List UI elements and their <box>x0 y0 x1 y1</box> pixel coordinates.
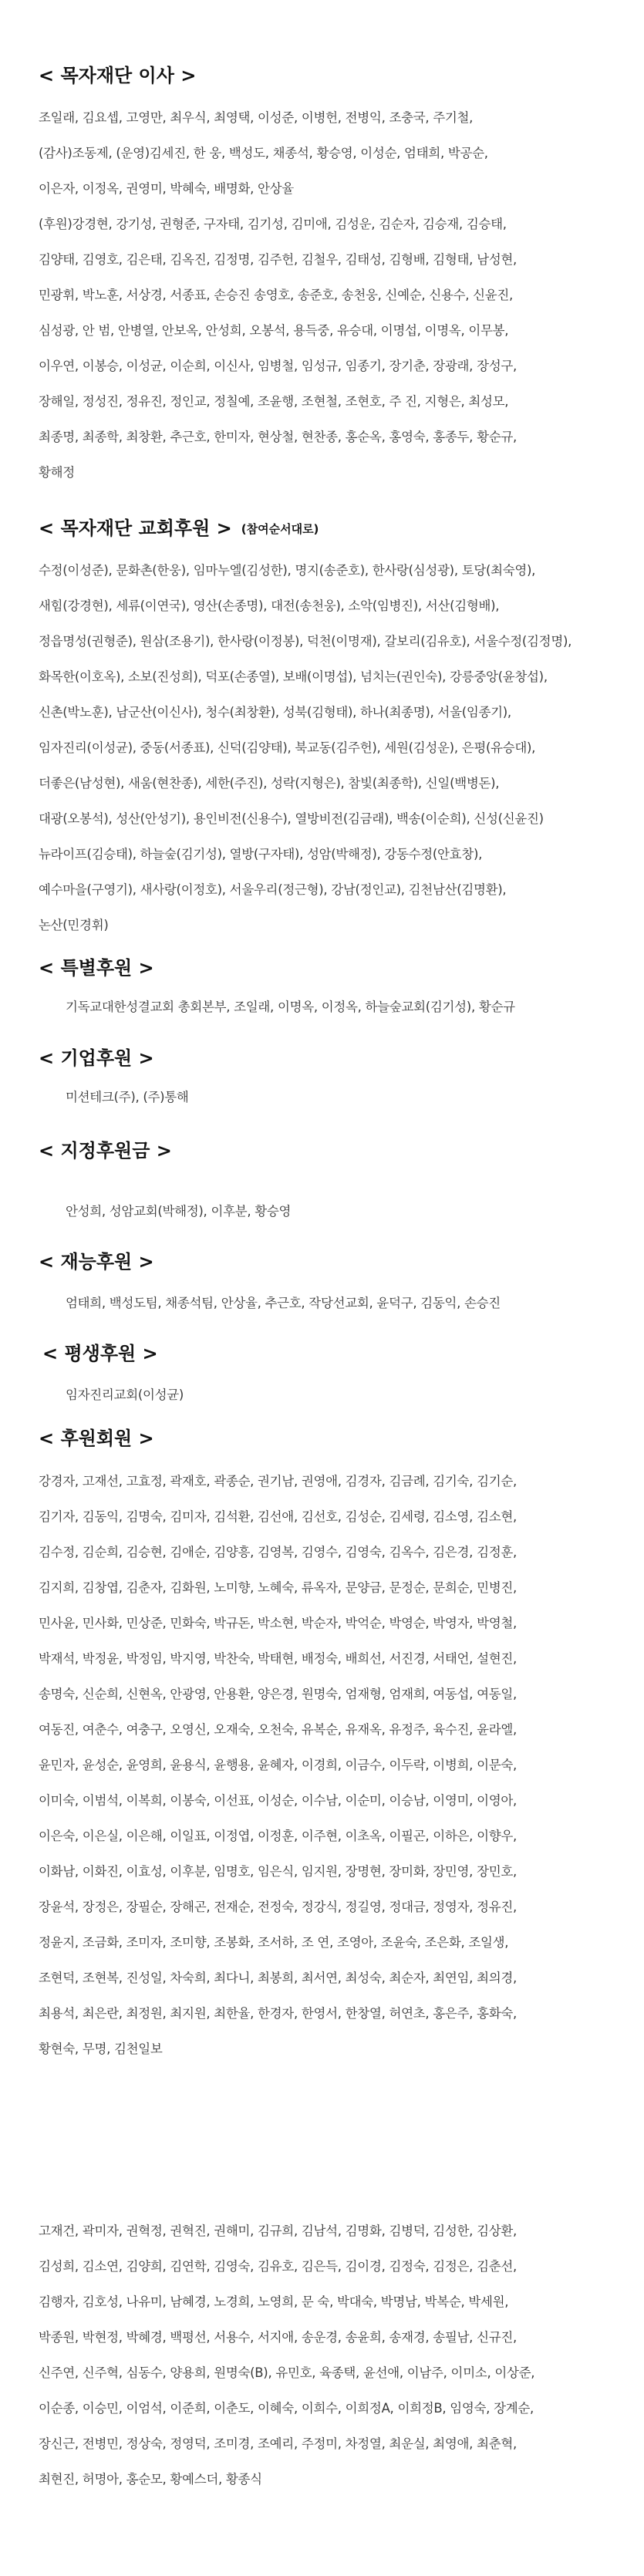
donor-line: 엄태희, 백성도팀, 채종석팀, 안상율, 추근호, 작당선교회, 윤덕구, 김동익, 손승진 <box>66 1296 501 1310</box>
churches-lines <box>39 553 632 943</box>
directors-title: < 목자재단 이사 > <box>39 65 197 86</box>
donor-line: 정읍명성(권형준), 원삼(조용기), 한사랑(이정봉), 덕천(이명재), 갈보리(김유호), 서울수정(김정명), <box>39 634 572 649</box>
lifetime-lines <box>66 1377 632 1413</box>
donor-line: 박종원, 박현정, 박혜경, 백평선, 서용수, 서지애, 송운경, 송윤희, 송재경, 송필남, 신규진, <box>39 2330 517 2345</box>
donor-line: 김행자, 김호성, 나유미, 남혜경, 노경희, 노영희, 문 숙, 박대숙, 박명남, 박복순, 박세원, <box>39 2294 509 2309</box>
members-title: < 후원회원 > <box>39 1428 154 1449</box>
corporate-title: < 기업후원 > <box>39 1047 154 1069</box>
donor-line: 논산(민경휘) <box>39 918 109 932</box>
churches-title <box>39 517 319 541</box>
donor-line: 박재석, 박정윤, 박정임, 박지영, 박찬숙, 박태현, 배정숙, 배희선, 서진경, 서태언, 설현진, <box>39 1651 517 1666</box>
donor-line: 임자진리교회(이성균) <box>66 1387 184 1402</box>
donor-line: 대광(오봉석), 성산(안성기), 용인비전(신용수), 열방비전(김금래), 백송(이순희), 신성(신윤진) <box>39 811 544 826</box>
donor-line: 최용석, 최은란, 최정원, 최지원, 최한율, 한경자, 한영서, 한창열, 허연초, 홍은주, 홍화숙, <box>39 2006 517 2021</box>
donor-line: 더좋은(남성현), 새움(현찬종), 세한(주진), 성락(지형은), 참빛(최종학), 신일(백병돈), <box>39 776 500 791</box>
donor-line: 이화남, 이화진, 이효성, 이후분, 임명호, 임은식, 임지원, 장명현, 장미화, 장민영, 장민호, <box>39 1864 517 1879</box>
members-continued-lines <box>39 2214 632 2497</box>
donor-line: (감사)조동제, (운영)김세진, 한 웅, 백성도, 채종석, 황승영, 이성순, 엄태희, 박공순, <box>39 146 488 160</box>
donor-line: 이은숙, 이은실, 이은해, 이일표, 이정엽, 이정훈, 이주현, 이초옥, 이필곤, 이하은, 이향우, <box>39 1829 517 1843</box>
donor-line: 김기자, 김동익, 김명숙, 김미자, 김석환, 김선애, 김선호, 김성순, 김세령, 김소영, 김소현, <box>39 1509 517 1524</box>
donor-line: 민사윤, 민사화, 민상준, 민화숙, 박규돈, 박소현, 박순자, 박억순, 박영순, 박영자, 박영철, <box>39 1616 517 1630</box>
donor-line: 예수마을(구영기), 새사랑(이정호), 서울우리(정근형), 강남(정인교), 김천남산(김명환), <box>39 882 507 897</box>
special-lines <box>66 990 632 1025</box>
donor-line: 새힘(강경현), 세류(이연국), 영산(손종명), 대전(송천웅), 소악(임병진), 서산(김형배), <box>39 598 500 613</box>
donor-line: 조현덕, 조현복, 진성일, 차숙희, 최다니, 최봉희, 최서연, 최성숙, 최순자, 최연임, 최의경, <box>39 1971 517 1985</box>
donor-line: 장신근, 전병민, 정상숙, 정영덕, 조미경, 조예리, 주정미, 차정열, 최운실, 최영애, 최춘혁, <box>39 2436 517 2451</box>
churches-title-text: < 목자재단 교회후원 > <box>39 518 232 539</box>
donor-line: (후원)강경현, 강기성, 권형준, 구자태, 김기성, 김미애, 김성운, 김순자, 김승재, 김승태, <box>39 217 507 231</box>
donor-line: 김지희, 김창엽, 김춘자, 김화원, 노미향, 노혜숙, 류옥자, 문양금, 문정순, 문희순, 민병진, <box>39 1580 517 1595</box>
donor-line: 민광휘, 박노훈, 서상경, 서종표, 손승진 송영호, 송준호, 송천웅, 신예순, 신용수, 신윤진, <box>39 288 513 302</box>
donor-line: 신촌(박노훈), 남군산(이신사), 청수(최창환), 성북(김형태), 하나(최종명), 서울(임종기), <box>39 705 511 720</box>
donor-line: 김양태, 김영호, 김은태, 김옥진, 김정명, 김주헌, 김철우, 김태성, 김형배, 김형태, 남성현, <box>39 252 517 267</box>
donor-line: 장해일, 정성진, 정유진, 정인교, 정칠예, 조윤행, 조현철, 조현호, 주 진, 지형은, 최성모, <box>39 394 509 409</box>
donor-line: 미션테크(주), (주)통해 <box>66 1090 189 1104</box>
donor-line: 신주연, 신주혁, 심동수, 양용희, 원명숙(B), 유민호, 육종택, 윤선애, 이남주, 이미소, 이상준, <box>39 2365 535 2380</box>
donor-line: 윤민자, 윤성순, 윤영희, 윤용식, 윤행용, 윤혜자, 이경희, 이금수, 이두락, 이병희, 이문숙, <box>39 1758 517 1772</box>
donor-line: 조일래, 김요셉, 고영만, 최우식, 최영택, 이성준, 이병헌, 전병익, 조충국, 주기철, <box>39 110 474 125</box>
donor-line: 정윤지, 조금화, 조미자, 조미향, 조봉화, 조서하, 조 연, 조영아, 조윤숙, 조은화, 조일생, <box>39 1935 509 1950</box>
donor-line: 최현진, 허명아, 홍순모, 황예스더, 황종식 <box>39 2472 262 2487</box>
directors-lines <box>39 100 632 491</box>
donor-line: 최종명, 최종학, 최창환, 추근호, 한미자, 현상철, 현찬종, 홍순옥, 홍영숙, 홍종두, 황순규, <box>39 430 517 444</box>
donor-line: 장윤석, 장정은, 장필순, 장해곤, 전재순, 전정숙, 정강식, 정길영, 정대금, 정영자, 정유진, <box>39 1900 517 1914</box>
donor-line: 김성희, 김소연, 김양희, 김연학, 김영숙, 김유호, 김은득, 김이경, 김정숙, 김정은, 김춘선, <box>39 2259 517 2274</box>
special-title: < 특별후원 > <box>39 957 154 979</box>
donor-line: 임자진리(이성균), 중동(서종표), 신덕(김양태), 북교동(김주헌), 세원(김성운), 은평(유승대), <box>39 740 536 755</box>
designated-lines <box>66 1194 632 1229</box>
donor-line: 기독교대한성결교회 총회본부, 조일래, 이명옥, 이정옥, 하늘숲교회(김기성), 황순규 <box>66 1000 515 1014</box>
donor-line: 이순종, 이승민, 이엄석, 이준희, 이춘도, 이혜숙, 이희수, 이희정A, 이희정B, 임영숙, 장계순, <box>39 2401 534 2416</box>
donor-line: 황해정 <box>39 465 75 480</box>
churches-title-note: (참여순서대로) <box>241 522 319 536</box>
donor-line: 이은자, 이정옥, 권영미, 박혜숙, 배명화, 안상율 <box>39 181 294 196</box>
donor-line: 김수정, 김순희, 김승현, 김애순, 김양흥, 김영복, 김영수, 김영숙, 김옥수, 김은경, 김정훈, <box>39 1545 517 1559</box>
donor-line: 화목한(이호옥), 소보(진성희), 덕포(손종열), 보배(이명섭), 넘치는(권인숙), 강릉중앙(윤창섭), <box>39 669 548 684</box>
donor-line: 고재건, 곽미자, 권혁정, 권혁진, 권해미, 김규희, 김남석, 김명화, 김병덕, 김성한, 김상환, <box>39 2224 517 2238</box>
donor-line: 이미숙, 이범석, 이복희, 이봉숙, 이선표, 이성순, 이수남, 이순미, 이승남, 이영미, 이영아, <box>39 1793 517 1808</box>
talent-lines <box>66 1286 632 1321</box>
donor-line: 이우연, 이봉승, 이성균, 이순희, 이신사, 임병철, 임성규, 임종기, 장기춘, 장광래, 장성구, <box>39 359 517 373</box>
corporate-lines <box>66 1080 632 1115</box>
members-lines <box>39 1464 632 2067</box>
donor-line: 강경자, 고재선, 고효정, 곽재호, 곽종순, 권기남, 권영애, 김경자, 김금례, 김기숙, 김기순, <box>39 1474 517 1489</box>
donor-line: 황현숙, 무명, 김천일보 <box>39 2042 163 2056</box>
donor-line: 심성광, 안 범, 안병열, 안보옥, 안성희, 오봉석, 용득중, 유승대, 이명섭, 이명옥, 이무봉, <box>39 323 509 338</box>
designated-title: < 지정후원금 > <box>39 1140 172 1162</box>
talent-title: < 재능후원 > <box>39 1251 154 1273</box>
donor-line: 안성희, 성암교회(박해정), 이후분, 황승영 <box>66 1204 292 1219</box>
lifetime-title: < 평생후원 > <box>42 1343 158 1364</box>
donor-line: 여동진, 여춘수, 여충구, 오영신, 오재숙, 오천숙, 유복순, 유재옥, 유정주, 육수진, 윤라엘, <box>39 1722 517 1737</box>
donor-line: 뉴라이프(김승태), 하늘숲(김기성), 열방(구자태), 성암(박해정), 강동수정(안효창), <box>39 847 483 861</box>
donor-line: 수정(이성준), 문화촌(한웅), 임마누엘(김성한), 명지(송준호), 한사랑(심성광), 토당(최숙영), <box>39 563 536 578</box>
donor-line: 송명숙, 신순희, 신현옥, 안광영, 안용환, 양은경, 원명숙, 엄재형, 엄재희, 여동섭, 여동일, <box>39 1687 517 1701</box>
